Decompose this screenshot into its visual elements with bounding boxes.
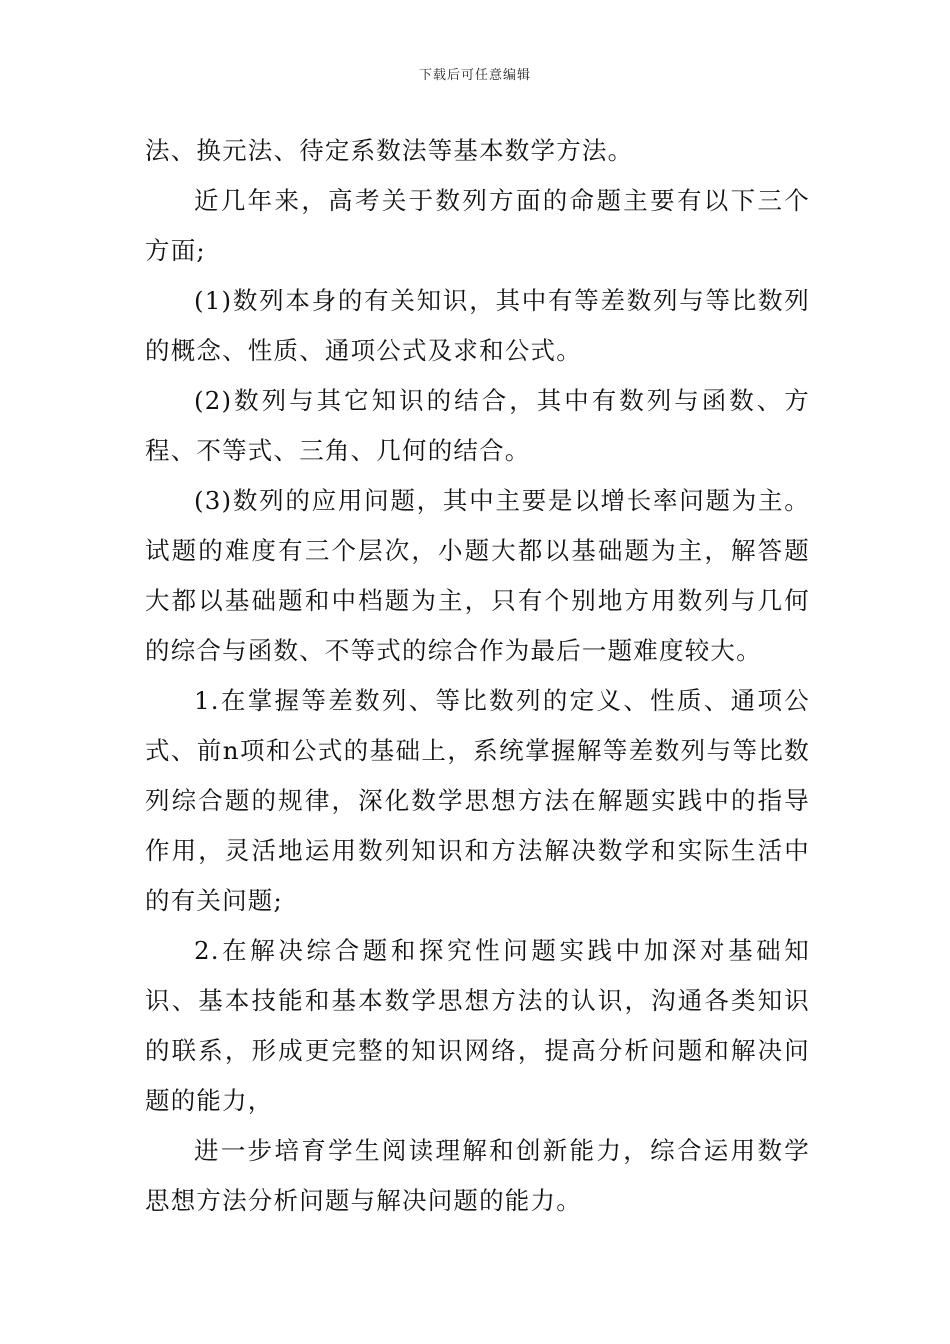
document-body: [145, 126, 810, 1226]
paragraph-4: (2)数列与其它知识的结合，其中有数列与函数、方程、不等式、三角、几何的结合。: [145, 386, 810, 465]
paragraph-5: (3)数列的应用问题，其中主要是以增长率问题为主。试题的难度有三个层次，小题大都以基础题为主，解答题大都以基础题和中档题为主，只有个别地方用数列与几何的综合与函数、不等式的综合作为最后一题难度较大。: [145, 486, 810, 665]
paragraph-3: (1)数列本身的有关知识，其中有等差数列与等比数列的概念、性质、通项公式及求和公式。: [145, 286, 810, 365]
paragraph-8: 进一步培育学生阅读理解和创新能力，综合运用数学思想方法分析问题与解决问题的能力。: [145, 1136, 810, 1215]
paragraph-6: 1.在掌握等差数列、等比数列的定义、性质、通项公式、前n项和公式的基础上，系统掌握解等差数列与等比数列综合题的规律，深化数学思想方法在解题实践中的指导作用，灵活地运用数列知识和方法解决数学和实际生活中的有关问题;: [145, 686, 810, 915]
page-header: 下载后可任意编辑: [418, 68, 531, 83]
paragraph-1: 法、换元法、待定系数法等基本数学方法。: [145, 136, 634, 165]
paragraph-2: 近几年来，高考关于数列方面的命题主要有以下三个方面;: [145, 186, 810, 265]
paragraph-7: 2.在解决综合题和探究性问题实践中加深对基础知识、基本技能和基本数学思想方法的认识，沟通各类知识的联系，形成更完整的知识网络，提高分析问题和解决问题的能力，: [145, 936, 810, 1115]
